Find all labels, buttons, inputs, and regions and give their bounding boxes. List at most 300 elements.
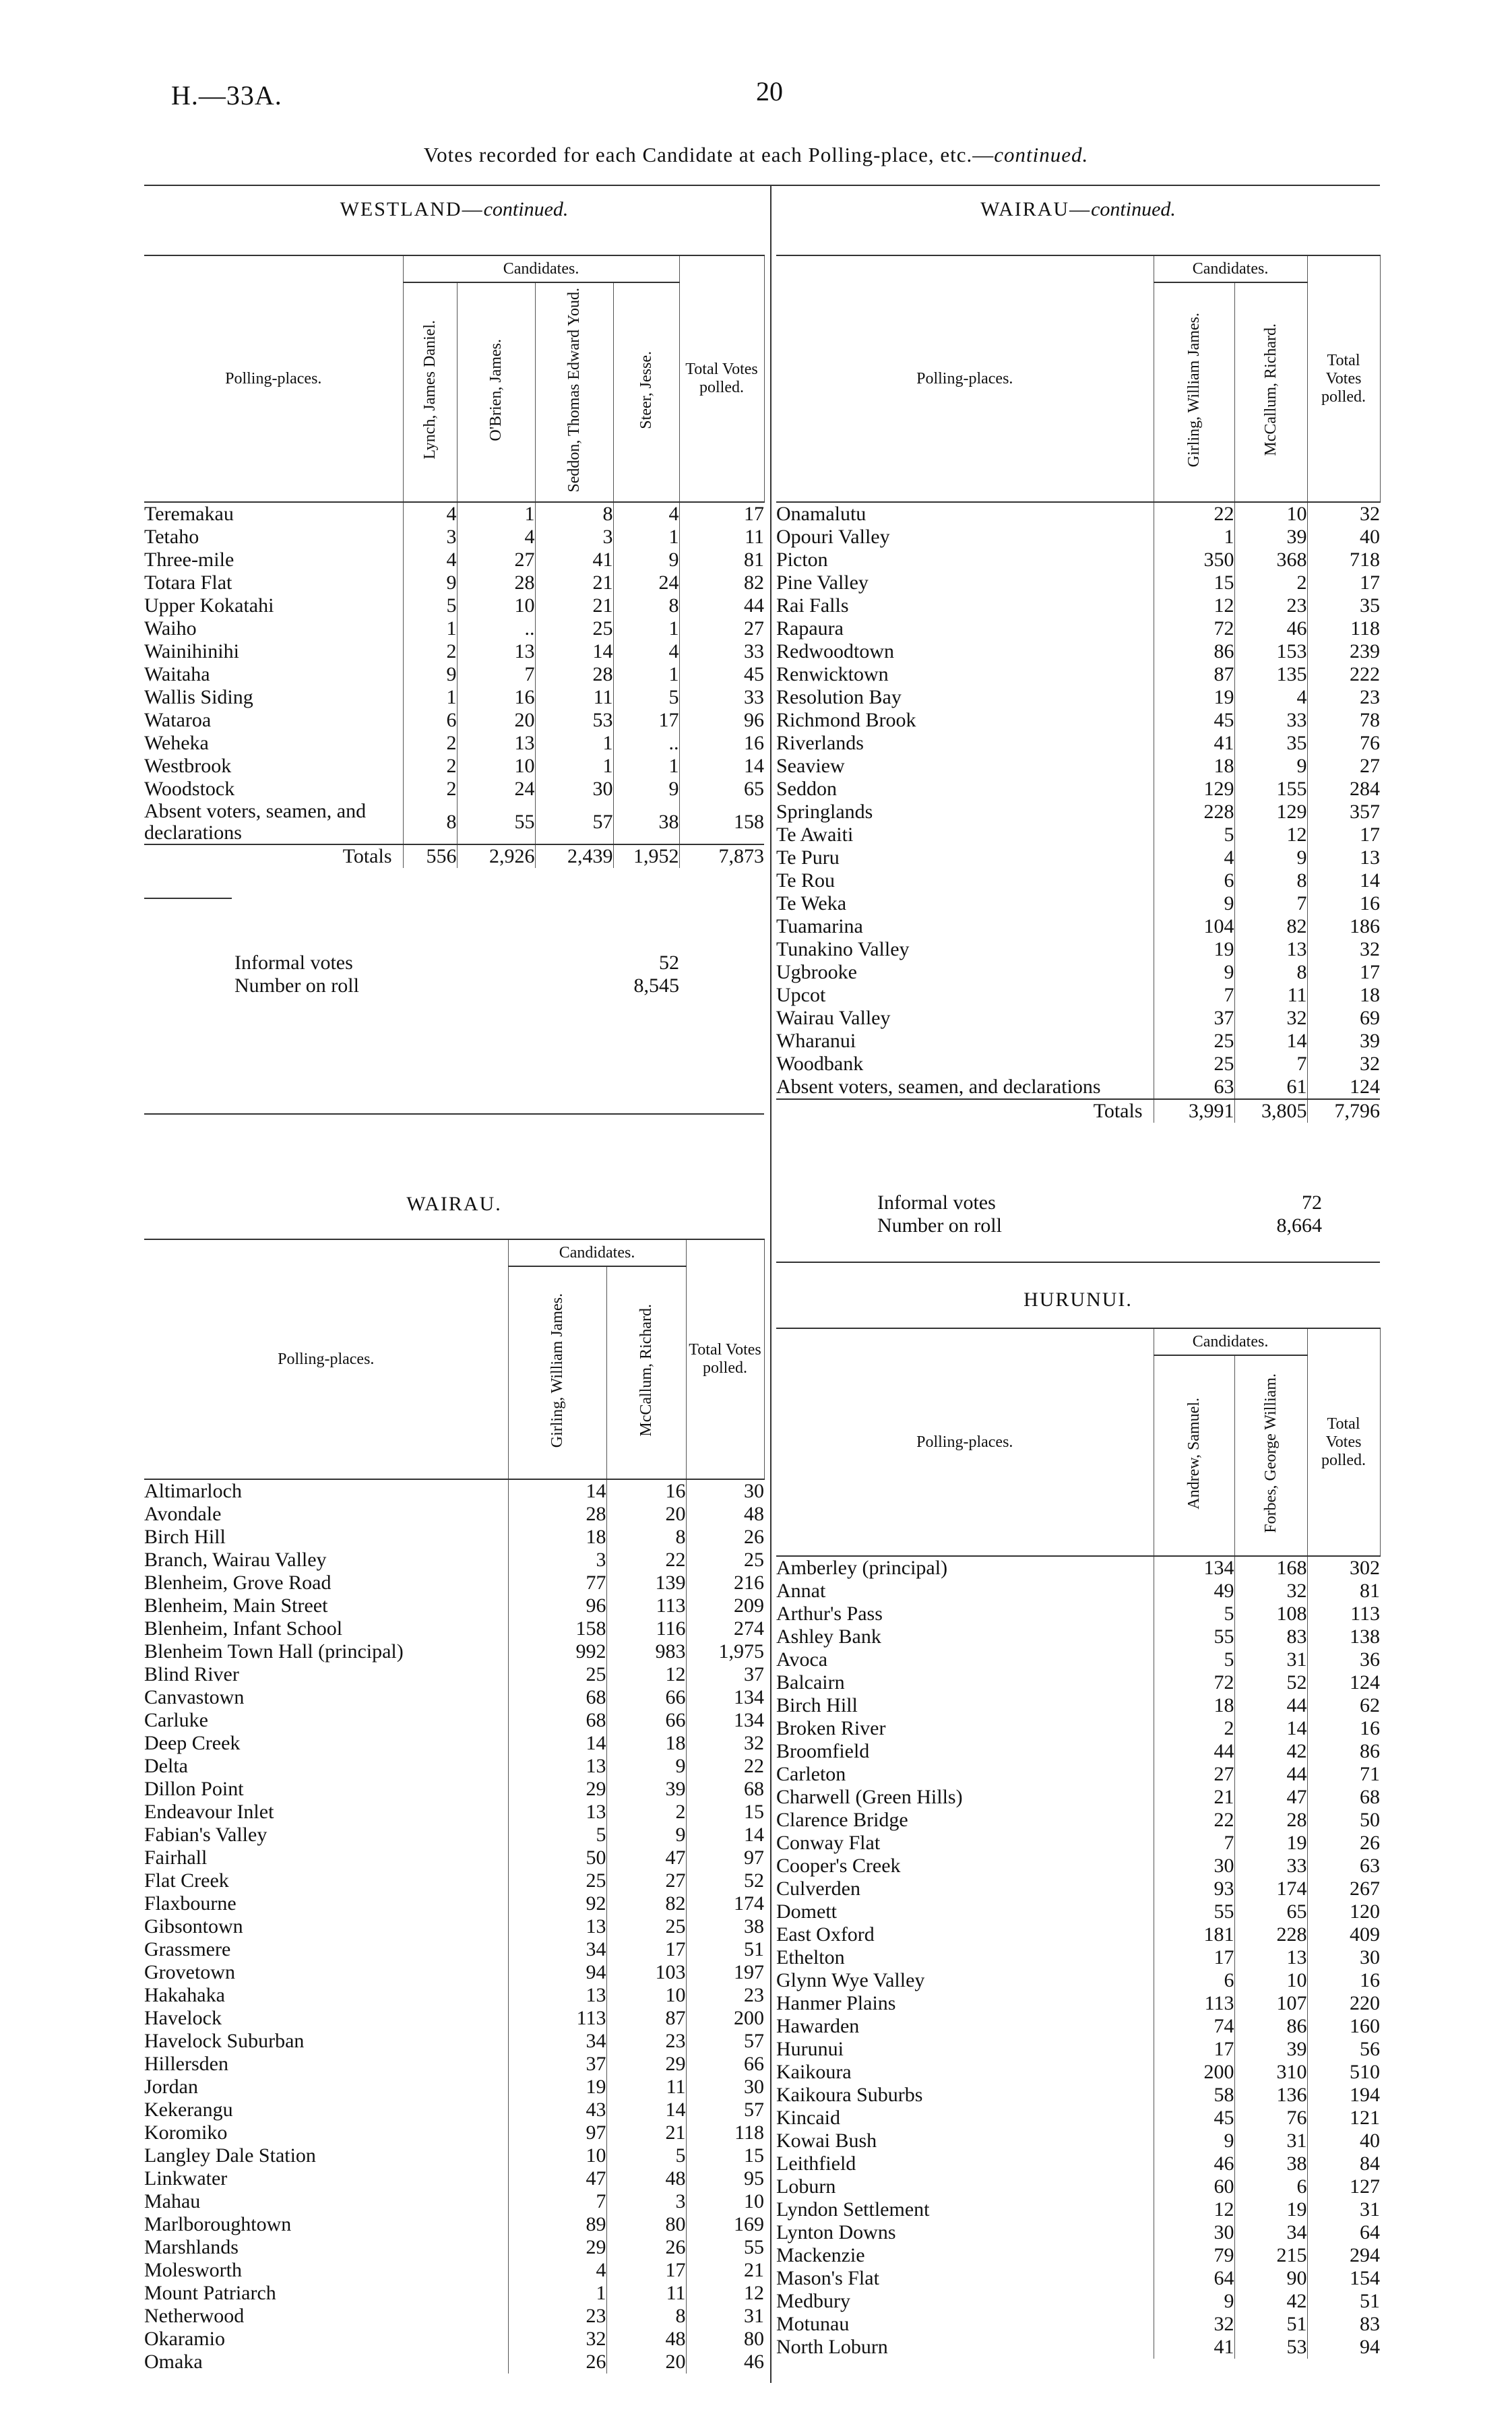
candidate-votes: 33 xyxy=(1234,1855,1307,1878)
wairau-cont-table-row xyxy=(776,824,1380,846)
wairau-table-row xyxy=(144,1778,764,1801)
polling-place-name: Kincaid xyxy=(776,2107,840,2129)
polling-place-name: Blenheim Town Hall (principal) xyxy=(144,1640,404,1663)
westland-table-row xyxy=(144,732,764,755)
total-votes: 200 xyxy=(686,2007,764,2030)
total-votes: 69 xyxy=(1307,1007,1380,1030)
polling-place-name: Opouri Valley xyxy=(776,526,890,548)
wairau-cont-table-row xyxy=(776,778,1380,801)
polling-place-name: Te Awaiti xyxy=(776,824,854,846)
total-votes: 158 xyxy=(679,801,764,844)
polling-place-name: Grovetown xyxy=(144,1961,235,1983)
candidate-votes: 7 xyxy=(1234,1053,1307,1076)
polling-place-name: Branch, Wairau Valley xyxy=(144,1549,327,1571)
candidate-votes: 7 xyxy=(457,663,535,686)
candidate-votes: 48 xyxy=(606,2328,686,2351)
polling-place-name: Ethelton xyxy=(776,1946,845,1968)
wairau-cont-table-row xyxy=(776,984,1380,1007)
wairau-table-row xyxy=(144,2007,764,2030)
candidate-votes: 4 xyxy=(1154,846,1234,869)
candidate-votes: 7 xyxy=(1154,1832,1234,1855)
hurunui-table-row xyxy=(776,1648,1380,1671)
wairau-table-row xyxy=(144,2236,764,2259)
candidate-votes: 17 xyxy=(613,709,679,732)
total-votes: 65 xyxy=(679,778,764,801)
candidate-votes: 79 xyxy=(1154,2244,1234,2267)
hurunui-table-row xyxy=(776,2130,1380,2152)
candidate-votes: 74 xyxy=(1154,2015,1234,2038)
polling-place-name: Seddon xyxy=(776,778,837,800)
candidate-votes: 22 xyxy=(606,1549,686,1572)
wairau-cont-table-row xyxy=(776,1007,1380,1030)
candidate-votes: 113 xyxy=(606,1594,686,1617)
wairau-cont-title-continued: continued. xyxy=(1091,198,1176,220)
candidate-votes: 25 xyxy=(508,1869,606,1892)
wairau-cont-table-row xyxy=(776,502,1380,526)
polling-place-name: Hurunui xyxy=(776,2038,844,2060)
candidate-votes: 9 xyxy=(613,549,679,571)
total-votes: 174 xyxy=(686,1892,764,1915)
wairau-table-row xyxy=(144,2213,764,2236)
hurunui-table-row xyxy=(776,1786,1380,1809)
total-votes: 51 xyxy=(686,1938,764,1961)
total-votes: 1,975 xyxy=(686,1640,764,1663)
candidate-votes: 4 xyxy=(508,2259,606,2282)
total-votes: 409 xyxy=(1307,1923,1380,1946)
candidate-votes: 13 xyxy=(508,1801,606,1824)
candidate-votes: 135 xyxy=(1234,663,1307,686)
polling-place-name: Arthur's Pass xyxy=(776,1603,883,1625)
candidate-votes: 5 xyxy=(508,1824,606,1847)
candidate-votes: 9 xyxy=(403,571,457,594)
candidate-votes: 32 xyxy=(1234,1580,1307,1603)
candidate-votes: 86 xyxy=(1234,2015,1307,2038)
polling-place-name: Carluke xyxy=(144,1709,208,1731)
wairau-table-row xyxy=(144,2282,764,2305)
candidate-votes: 1 xyxy=(457,502,535,526)
wairau-table-row xyxy=(144,1869,764,1892)
wairau-cont-totals-cand-2: 3,805 xyxy=(1234,1099,1307,1123)
total-votes: 10 xyxy=(686,2190,764,2213)
total-votes: 160 xyxy=(1307,2015,1380,2038)
polling-place-name: Wataroa xyxy=(144,709,212,731)
candidate-votes: 60 xyxy=(1154,2175,1234,2198)
total-votes: 17 xyxy=(1307,571,1380,594)
polling-place-name: Totara Flat xyxy=(144,571,232,594)
westland-totals-cand-1: 556 xyxy=(403,844,457,868)
hurunui-table-row xyxy=(776,2152,1380,2175)
candidate-votes: 14 xyxy=(535,640,613,663)
wairau-table-row xyxy=(144,1824,764,1847)
candidate-votes: 31 xyxy=(1234,2130,1307,2152)
total-votes: 96 xyxy=(679,709,764,732)
candidate-votes: 66 xyxy=(606,1709,686,1732)
hurunui-table-row xyxy=(776,1900,1380,1923)
total-votes: 30 xyxy=(686,1479,764,1503)
candidate-votes: 37 xyxy=(1154,1007,1234,1030)
total-votes: 26 xyxy=(1307,1832,1380,1855)
wairau-polling-places-header: Polling-places. xyxy=(144,1239,508,1479)
candidate-votes: 80 xyxy=(606,2213,686,2236)
polling-place-name: Culverden xyxy=(776,1878,860,1900)
wairau-cont-table-row xyxy=(776,526,1380,549)
wairau-total-header: Total Votes polled. xyxy=(686,1239,764,1479)
candidate-votes: 136 xyxy=(1234,2084,1307,2107)
candidate-votes: 34 xyxy=(508,1938,606,1961)
polling-place-name: Omaka xyxy=(144,2351,203,2373)
candidate-votes: 24 xyxy=(613,571,679,594)
candidate-votes: 8 xyxy=(403,801,457,844)
candidate-votes: 155 xyxy=(1234,778,1307,801)
candidate-votes: 8 xyxy=(535,502,613,526)
polling-place-name: Havelock Suburban xyxy=(144,2030,305,2052)
candidate-votes: 47 xyxy=(606,1847,686,1869)
polling-place-name: Flaxbourne xyxy=(144,1892,237,1915)
total-votes: 36 xyxy=(1307,1648,1380,1671)
wairau-cont-polling-places-header: Polling-places. xyxy=(776,255,1154,502)
candidate-votes: 72 xyxy=(1154,1671,1234,1694)
candidate-votes: 7 xyxy=(508,2190,606,2213)
hurunui-table-row xyxy=(776,2084,1380,2107)
polling-place-name: Glynn Wye Valley xyxy=(776,1969,925,1991)
candidate-votes: 10 xyxy=(1234,1969,1307,1992)
wairau-cont-candidate-1: Girling, William James. xyxy=(1185,312,1203,468)
total-votes: 239 xyxy=(1307,640,1380,663)
polling-place-name: Redwoodtown xyxy=(776,640,894,662)
total-votes: 97 xyxy=(686,1847,764,1869)
total-votes: 39 xyxy=(1307,1030,1380,1053)
westland-table-row xyxy=(144,594,764,617)
wairau-table-row xyxy=(144,1961,764,1984)
candidate-votes: 310 xyxy=(1234,2061,1307,2084)
candidate-votes: 2 xyxy=(1234,571,1307,594)
candidate-votes: 8 xyxy=(1234,869,1307,892)
wairau-roll-label: Number on roll xyxy=(877,1214,1002,1237)
candidate-votes: 19 xyxy=(1154,686,1234,709)
candidate-votes: 4 xyxy=(403,549,457,571)
candidate-votes: 2 xyxy=(403,640,457,663)
total-votes: 127 xyxy=(1307,2175,1380,2198)
wairau-table-row xyxy=(144,1640,764,1663)
polling-place-name: Renwicktown xyxy=(776,663,889,685)
candidate-votes: 87 xyxy=(1154,663,1234,686)
candidate-votes: 37 xyxy=(508,2053,606,2076)
wairau-cont-table-row xyxy=(776,594,1380,617)
hurunui-title: HURUNUI. xyxy=(1023,1289,1133,1311)
candidate-votes: 55 xyxy=(457,801,535,844)
candidate-votes: 4 xyxy=(613,502,679,526)
hurunui-table-row xyxy=(776,1625,1380,1648)
candidate-votes: .. xyxy=(457,617,535,640)
candidate-votes: 1 xyxy=(403,617,457,640)
polling-place-name: Broken River xyxy=(776,1717,886,1739)
total-votes: 121 xyxy=(1307,2107,1380,2130)
westland-totals-total: 7,873 xyxy=(679,844,764,868)
total-votes: 81 xyxy=(1307,1580,1380,1603)
candidate-votes: 6 xyxy=(1234,2175,1307,2198)
wairau-table-row xyxy=(144,1892,764,1915)
hurunui-candidate-1: Andrew, Samuel. xyxy=(1185,1397,1203,1510)
westland-table-row xyxy=(144,549,764,571)
total-votes: 113 xyxy=(1307,1603,1380,1625)
polling-place-name: Pine Valley xyxy=(776,571,869,594)
hurunui-table-row xyxy=(776,2038,1380,2061)
total-votes: 22 xyxy=(686,1755,764,1778)
candidate-votes: 21 xyxy=(535,594,613,617)
polling-place-name: Dillon Point xyxy=(144,1778,244,1800)
candidate-votes: 77 xyxy=(508,1572,606,1594)
polling-place-name: Richmond Brook xyxy=(776,709,916,731)
wairau-cont-table-row xyxy=(776,961,1380,984)
candidate-votes: 13 xyxy=(457,640,535,663)
candidate-votes: 55 xyxy=(1154,1900,1234,1923)
candidate-votes: 33 xyxy=(1234,709,1307,732)
westland-totals-cand-4: 1,952 xyxy=(613,844,679,868)
total-votes: 15 xyxy=(686,1801,764,1824)
candidate-votes: 103 xyxy=(606,1961,686,1984)
candidate-votes: 5 xyxy=(613,686,679,709)
candidate-votes: 30 xyxy=(1154,2221,1234,2244)
wairau-cont-table-row xyxy=(776,801,1380,824)
westland-table-row xyxy=(144,801,764,844)
total-votes: 32 xyxy=(686,1732,764,1755)
candidate-votes: 26 xyxy=(606,2236,686,2259)
total-votes: 216 xyxy=(686,1572,764,1594)
total-votes: 13 xyxy=(1307,846,1380,869)
candidate-votes: 28 xyxy=(508,1503,606,1526)
candidate-votes: 134 xyxy=(1154,1556,1234,1580)
polling-place-name: Te Puru xyxy=(776,846,840,869)
candidate-votes: 63 xyxy=(1154,1076,1234,1099)
wairau-table-row xyxy=(144,1686,764,1709)
wairau-cont-table-row xyxy=(776,640,1380,663)
candidate-votes: 14 xyxy=(606,2099,686,2121)
total-votes: 17 xyxy=(679,502,764,526)
total-votes: 86 xyxy=(1307,1740,1380,1763)
polling-place-name: Absent voters, seamen, and declarations xyxy=(144,801,367,844)
candidate-votes: 113 xyxy=(1154,1992,1234,2015)
wairau-cont-table-row xyxy=(776,892,1380,915)
candidate-votes: 10 xyxy=(457,755,535,778)
polling-place-name: Fairhall xyxy=(144,1847,208,1869)
candidate-votes: 10 xyxy=(508,2144,606,2167)
polling-place-name: Leithfield xyxy=(776,2152,856,2175)
total-votes: 62 xyxy=(1307,1694,1380,1717)
total-votes: 14 xyxy=(1307,869,1380,892)
polling-place-name: Amberley (principal) xyxy=(776,1557,948,1579)
polling-place-name: Teremakau xyxy=(144,503,234,525)
candidate-votes: 39 xyxy=(606,1778,686,1801)
total-votes: 302 xyxy=(1307,1556,1380,1580)
total-votes: 82 xyxy=(679,571,764,594)
candidate-votes: 10 xyxy=(606,1984,686,2007)
wairau-roll-value: 8,664 xyxy=(1276,1214,1322,1237)
candidate-votes: 6 xyxy=(403,709,457,732)
westland-totals-label: Totals xyxy=(144,844,403,868)
page-title-continued: continued. xyxy=(994,143,1089,166)
polling-place-name: Seaview xyxy=(776,755,845,777)
candidate-votes: 4 xyxy=(613,640,679,663)
wairau-cont-section-title xyxy=(776,198,1380,221)
wairau-title: WAIRAU. xyxy=(406,1193,502,1215)
polling-place-name: Avoca xyxy=(776,1648,828,1671)
total-votes: 30 xyxy=(1307,1946,1380,1969)
wairau-cont-table-row xyxy=(776,1076,1380,1099)
westland-total-header: Total Votes polled. xyxy=(679,255,764,502)
candidate-votes: 12 xyxy=(1234,824,1307,846)
candidate-votes: 46 xyxy=(1234,617,1307,640)
candidate-votes: 11 xyxy=(1234,984,1307,1007)
candidate-votes: 97 xyxy=(508,2121,606,2144)
candidate-votes: 47 xyxy=(1234,1786,1307,1809)
candidate-votes: 38 xyxy=(1234,2152,1307,2175)
polling-place-name: Domett xyxy=(776,1900,837,1923)
polling-place-name: Hanmer Plains xyxy=(776,1992,896,2014)
candidate-votes: 5 xyxy=(606,2144,686,2167)
total-votes: 14 xyxy=(686,1824,764,1847)
wairau-table-row xyxy=(144,2167,764,2190)
hurunui-table-row xyxy=(776,1694,1380,1717)
wairau-table-row xyxy=(144,1847,764,1869)
candidate-votes: 21 xyxy=(1154,1786,1234,1809)
candidate-votes: 5 xyxy=(1154,1648,1234,1671)
polling-place-name: Conway Flat xyxy=(776,1832,881,1854)
wairau-informal-block xyxy=(877,1191,1322,1237)
polling-place-name: Carleton xyxy=(776,1763,846,1785)
total-votes: 57 xyxy=(686,2099,764,2121)
total-votes: 14 xyxy=(679,755,764,778)
polling-place-name: North Loburn xyxy=(776,2336,888,2358)
candidate-votes: 18 xyxy=(508,1526,606,1549)
total-votes: 32 xyxy=(1307,1053,1380,1076)
candidate-votes: 8 xyxy=(1234,961,1307,984)
candidate-votes: 2 xyxy=(403,778,457,801)
wairau-cont-table-row xyxy=(776,663,1380,686)
total-votes: 71 xyxy=(1307,1763,1380,1786)
wairau-cont-table-row xyxy=(776,846,1380,869)
candidate-votes: 5 xyxy=(1154,1603,1234,1625)
polling-place-name: Marshlands xyxy=(144,2236,239,2258)
total-votes: 23 xyxy=(1307,686,1380,709)
candidate-votes: 992 xyxy=(508,1640,606,1663)
candidate-votes: 39 xyxy=(1234,526,1307,549)
polling-place-name: Te Weka xyxy=(776,892,847,914)
candidate-votes: 30 xyxy=(535,778,613,801)
hurunui-total-header: Total Votes polled. xyxy=(1307,1328,1380,1556)
candidate-votes: 45 xyxy=(1154,709,1234,732)
total-votes: 68 xyxy=(686,1778,764,1801)
candidate-votes: 58 xyxy=(1154,2084,1234,2107)
polling-place-name: Havelock xyxy=(144,2007,222,2029)
candidate-votes: 28 xyxy=(535,663,613,686)
candidate-votes: 42 xyxy=(1234,1740,1307,1763)
wairau-table-row xyxy=(144,2351,764,2374)
hurunui-candidates-header: Candidates. xyxy=(1154,1328,1307,1355)
polling-place-name: Blind River xyxy=(144,1663,239,1685)
candidate-votes: 19 xyxy=(508,2076,606,2099)
candidate-votes: 39 xyxy=(1234,2038,1307,2061)
wairau-table-row xyxy=(144,1663,764,1686)
wairau-cont-table-row xyxy=(776,617,1380,640)
total-votes: 55 xyxy=(686,2236,764,2259)
total-votes: 15 xyxy=(686,2144,764,2167)
candidate-votes: 1 xyxy=(613,617,679,640)
wairau-cont-table xyxy=(776,255,1381,1123)
candidate-votes: 7 xyxy=(1154,984,1234,1007)
total-votes: 35 xyxy=(1307,594,1380,617)
westland-roll-label: Number on roll xyxy=(234,974,359,997)
wairau-cont-table-row xyxy=(776,686,1380,709)
candidate-votes: 9 xyxy=(1154,2290,1234,2313)
candidate-votes: 25 xyxy=(535,617,613,640)
candidate-votes: 25 xyxy=(1154,1030,1234,1053)
hurunui-table-row xyxy=(776,1671,1380,1694)
candidate-votes: 3 xyxy=(403,526,457,549)
total-votes: 284 xyxy=(1307,778,1380,801)
candidate-votes: 7 xyxy=(1234,892,1307,915)
wairau-candidate-1: Girling, William James. xyxy=(548,1293,566,1448)
total-votes: 45 xyxy=(679,663,764,686)
candidate-votes: 72 xyxy=(1154,617,1234,640)
polling-place-name: Broomfield xyxy=(776,1740,870,1762)
candidate-votes: 27 xyxy=(457,549,535,571)
candidate-votes: 27 xyxy=(1154,1763,1234,1786)
polling-place-name: Molesworth xyxy=(144,2259,242,2281)
wairau-cont-table-row xyxy=(776,869,1380,892)
wairau-cont-table-row xyxy=(776,571,1380,594)
polling-place-name: Riverlands xyxy=(776,732,864,754)
candidate-votes: 174 xyxy=(1234,1878,1307,1900)
candidate-votes: 52 xyxy=(1234,1671,1307,1694)
polling-place-name: Langley Dale Station xyxy=(144,2144,316,2167)
candidate-votes: 44 xyxy=(1234,1694,1307,1717)
wairau-informal-label: Informal votes xyxy=(877,1191,996,1214)
total-votes: 134 xyxy=(686,1709,764,1732)
hurunui-table-row xyxy=(776,1946,1380,1969)
page-title xyxy=(0,143,1512,167)
total-votes: 11 xyxy=(679,526,764,549)
candidate-votes: 108 xyxy=(1234,1603,1307,1625)
candidate-votes: 168 xyxy=(1234,1556,1307,1580)
candidate-votes: 1 xyxy=(535,755,613,778)
polling-place-name: Kaikoura Suburbs xyxy=(776,2084,923,2106)
candidate-votes: 49 xyxy=(1154,1580,1234,1603)
candidate-votes: 3 xyxy=(606,2190,686,2213)
candidate-votes: 25 xyxy=(606,1915,686,1938)
polling-place-name: Koromiko xyxy=(144,2121,228,2144)
polling-place-name: Endeavour Inlet xyxy=(144,1801,274,1823)
wairau-cont-totals-cand-1: 3,991 xyxy=(1154,1099,1234,1123)
candidate-votes: 27 xyxy=(606,1869,686,1892)
page-identifier: H.—33A. xyxy=(171,80,282,111)
polling-place-name: Wairau Valley xyxy=(776,1007,891,1029)
total-votes: 718 xyxy=(1307,549,1380,571)
wairau-cont-table-row xyxy=(776,732,1380,755)
total-votes: 38 xyxy=(686,1915,764,1938)
hurunui-table-row xyxy=(776,1556,1380,1580)
total-votes: 294 xyxy=(1307,2244,1380,2267)
wairau-table-row xyxy=(144,1709,764,1732)
westland-table-row xyxy=(144,755,764,778)
candidate-votes: 14 xyxy=(1234,1717,1307,1740)
candidate-votes: 1 xyxy=(508,2282,606,2305)
candidate-votes: 9 xyxy=(1154,961,1234,984)
candidate-votes: 3 xyxy=(508,1549,606,1572)
total-votes: 12 xyxy=(686,2282,764,2305)
total-votes: 16 xyxy=(1307,1717,1380,1740)
candidate-votes: 11 xyxy=(606,2076,686,2099)
total-votes: 31 xyxy=(1307,2198,1380,2221)
